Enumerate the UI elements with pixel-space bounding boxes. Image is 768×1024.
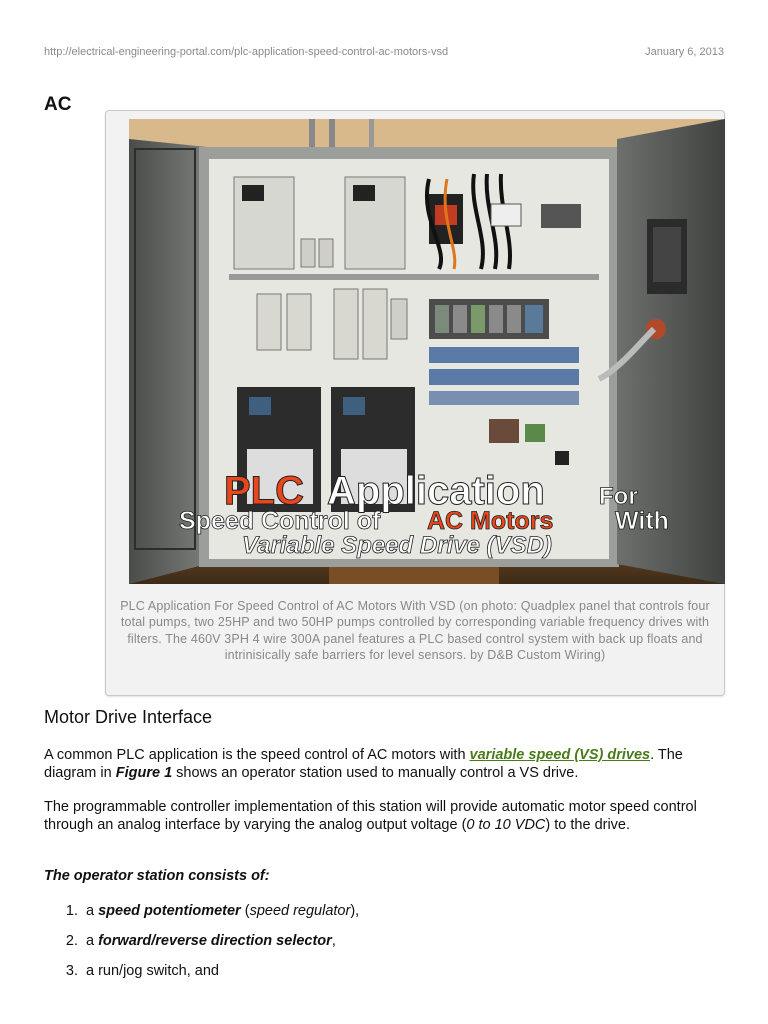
overlay-word-plc: PLC (224, 469, 304, 513)
page-header (44, 46, 724, 62)
overlay-word-application: Application (327, 469, 545, 513)
paragraph-implementation (44, 798, 724, 834)
overlay-vsd: Variable Speed Drive (VSD) (242, 532, 552, 559)
figure-box (105, 110, 725, 696)
figure-ref: Figure 1 (115, 765, 173, 781)
text: The programmable controller implementation of this station will provide automatic motor speed control through an analog interface by varying the analog output voltage ( (44, 799, 697, 833)
overlay-speed-control: Speed Control of (179, 507, 381, 535)
speed-regulator: speed regulator (249, 903, 351, 919)
text: ( (240, 903, 250, 919)
speed-potentiometer: speed potentiometer (98, 903, 241, 919)
text: ), (350, 903, 360, 919)
overlay-ac-motors: AC Motors (427, 507, 554, 535)
operator-station-list (44, 902, 359, 992)
text: a (86, 903, 99, 919)
list-item (82, 932, 359, 950)
text: ) to the drive. (545, 817, 631, 833)
text: a run/jog switch, and (86, 963, 219, 979)
list-item (82, 902, 359, 920)
source-url[interactable]: http://electrical-engineering-portal.com/plc-application-speed-control-ac-motors-vsd (44, 46, 449, 58)
panel-photo (129, 119, 725, 584)
text: A common PLC application is the speed control of AC motors with (44, 747, 470, 763)
text: , (331, 933, 336, 949)
section-title: Motor Drive Interface (44, 707, 213, 727)
vs-drives-link[interactable]: variable speed (VS) drives (469, 747, 651, 763)
overlay-word-for: For (599, 483, 638, 510)
figure-caption: PLC Application For Speed Control of AC Motors With VSD (on photo: Quadplex panel that controls four total pumps, two 25HP and two 50HP pumps controlled by corresponding variable frequency drives with filters. The 460V 3PH 4 wire 300A panel features a PLC based control system with back up floats and intrinisically safe barriers for level sensors. by D&B Custom Wiring) (120, 599, 710, 662)
publish-date: January 6, 2013 (645, 46, 724, 58)
overlay-with: With (615, 507, 669, 535)
text: a (86, 933, 99, 949)
list-intro: The operator station consists of: (44, 868, 270, 884)
paragraph-intro (44, 746, 724, 782)
voltage-range: 0 to 10 VDC (466, 817, 546, 833)
direction-selector: forward/reverse direction selector (98, 933, 332, 949)
text: . The diagram in (44, 747, 683, 781)
list-item (82, 962, 359, 980)
section-label: AC (44, 94, 72, 115)
text: shows an operator station used to manually control a VS drive. (172, 765, 579, 781)
